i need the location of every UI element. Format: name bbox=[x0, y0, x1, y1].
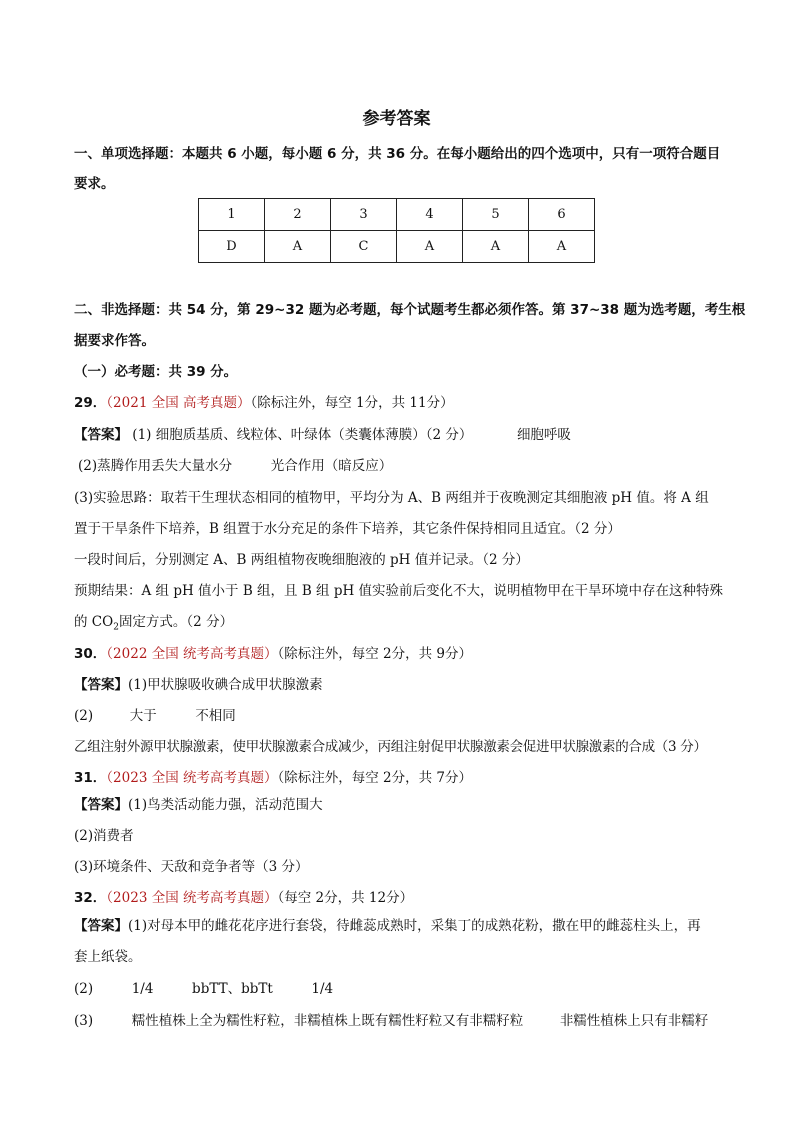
answer-text: 非糯性植株上只有非糯籽 bbox=[559, 1013, 709, 1029]
answer-text: (1)对母本甲的雌花花序进行套袋，待雌蕊成熟时，采集丁的成熟花粉，撒在甲的雌蕊柱头上，再 bbox=[128, 918, 701, 934]
answer-text: bbTT、bbTt bbox=[192, 981, 273, 997]
answer-text: 1/4 bbox=[131, 981, 154, 997]
question-score: （每空 2分，共 12分） bbox=[277, 890, 414, 906]
table-cell: 2 bbox=[265, 199, 331, 231]
question-number: 30． bbox=[74, 646, 107, 662]
question-29-answer-3b: 置于干旱条件下培养，B 组置于水分充足的条件下培养，其它条件保持相同且适宜。（2 分） bbox=[74, 521, 621, 537]
question-29-answer-3d: 预期结果：A 组 pH 值小于 B 组，且 B 组 pH 值实验前后变化不大，说明植物甲在干旱环境中存在这种特殊 bbox=[74, 583, 724, 599]
question-32-answer-1b: 套上纸袋。 bbox=[74, 949, 142, 965]
question-31-answer-1 bbox=[74, 796, 724, 814]
answer-text: 1/4 bbox=[311, 981, 334, 997]
question-29-header bbox=[74, 394, 724, 412]
answer-text: 光合作用（暗反应） bbox=[270, 458, 393, 474]
answer-text: 的 CO bbox=[74, 614, 114, 630]
section2-instruction: 二、非选择题：共 54 分，第 29~32 题为必考题，每个试题考生都必须作答。第 37~38 题为选考题，考生根 bbox=[74, 302, 746, 318]
question-source: （2023 全国 统考高考真题） bbox=[106, 770, 278, 786]
question-score: （除标注外，每空 2分，共 7分） bbox=[277, 770, 473, 786]
table-row-answers bbox=[199, 231, 595, 263]
answer-number: (3) bbox=[74, 1013, 94, 1029]
question-29-answer-3a: (3)实验思路：取若干生理状态相同的植物甲，平均分为 A、B 两组并于夜晚测定其细胞液 pH 值。将 A 组 bbox=[74, 490, 709, 506]
question-31-answer-2: (2)消费者 bbox=[74, 828, 134, 844]
question-32-answer-1a bbox=[74, 917, 724, 935]
answer-text: (1) 细胞质基质、线粒体、叶绿体（类囊体薄膜）（2 分） bbox=[132, 427, 473, 443]
table-cell: 4 bbox=[396, 199, 462, 231]
answer-text: 糯性植株上全为糯性籽粒，非糯植株上既有糯性籽粒又有非糯籽粒 bbox=[131, 1013, 524, 1029]
answer-text: 细胞呼吸 bbox=[516, 427, 571, 443]
answer-table bbox=[198, 198, 595, 263]
question-29-answer-3c: 一段时间后，分别测定 A、B 两组植物夜晚细胞液的 pH 值并记录。（2 分） bbox=[74, 552, 529, 568]
table-cell: D bbox=[199, 231, 265, 263]
table-cell: 6 bbox=[528, 199, 594, 231]
question-31-header bbox=[74, 769, 724, 787]
question-32-header bbox=[74, 889, 724, 907]
question-source: （2022 全国 统考高考真题） bbox=[106, 646, 278, 662]
table-cell: 1 bbox=[199, 199, 265, 231]
question-31-answer-3: (3)环境条件、天敌和竞争者等（3 分） bbox=[74, 859, 309, 875]
required-questions-heading: （一）必考题：共 39 分。 bbox=[74, 364, 238, 380]
question-source: （2021 全国 高考真题） bbox=[106, 395, 251, 411]
question-30-header bbox=[74, 645, 724, 663]
question-29-answer-1 bbox=[74, 426, 724, 444]
question-32-answer-3 bbox=[74, 1012, 724, 1030]
answer-label: 【答案】 bbox=[74, 677, 128, 693]
table-cell: A bbox=[396, 231, 462, 263]
answer-label: 【答案】 bbox=[74, 918, 128, 934]
subscript: 2 bbox=[113, 622, 119, 633]
answer-number: (2) bbox=[74, 981, 94, 997]
answer-text: (1)甲状腺吸收碘合成甲状腺激素 bbox=[128, 677, 323, 693]
answer-label: 【答案】 bbox=[74, 427, 128, 443]
table-row-numbers bbox=[199, 199, 595, 231]
table-cell: C bbox=[330, 231, 396, 263]
question-32-answer-2 bbox=[74, 980, 724, 998]
answer-text: 不相同 bbox=[195, 708, 236, 724]
answer-text: 固定方式。（2 分） bbox=[118, 614, 234, 630]
question-29-answer-3e bbox=[74, 613, 724, 637]
table-cell: 5 bbox=[462, 199, 528, 231]
question-30-answer-3: 乙组注射外源甲状腺激素，使甲状腺激素合成减少，丙组注射促甲状腺激素会促进甲状腺激素的合成（3 分） bbox=[74, 739, 707, 755]
question-number: 31． bbox=[74, 770, 107, 786]
question-score: （除标注外，每空 1分，共 11分） bbox=[250, 395, 454, 411]
answer-number: (2) bbox=[74, 708, 94, 724]
table-cell: A bbox=[462, 231, 528, 263]
page-title: 参考答案 bbox=[362, 109, 431, 129]
table-cell: A bbox=[265, 231, 331, 263]
section1-instruction-cont: 要求。 bbox=[74, 176, 115, 192]
question-source: （2023 全国 统考高考真题） bbox=[106, 890, 278, 906]
table-cell: 3 bbox=[330, 199, 396, 231]
question-30-answer-2 bbox=[74, 707, 724, 725]
table-cell: A bbox=[528, 231, 594, 263]
question-30-answer-1 bbox=[74, 676, 724, 694]
section2-instruction-cont: 据要求作答。 bbox=[74, 333, 155, 349]
question-number: 32． bbox=[74, 890, 107, 906]
question-29-answer-2 bbox=[74, 457, 724, 475]
section1-instruction: 一、单项选择题：本题共 6 小题，每小题 6 分，共 36 分。在每小题给出的四个选项中，只有一项符合题目 bbox=[74, 146, 721, 162]
answer-text: 大于 bbox=[129, 708, 157, 724]
answer-text: (1)鸟类活动能力强，活动范围大 bbox=[128, 797, 323, 813]
answer-label: 【答案】 bbox=[74, 797, 128, 813]
question-score: （除标注外，每空 2分，共 9分） bbox=[277, 646, 473, 662]
answer-text: (2)蒸腾作用丢失大量水分 bbox=[78, 458, 233, 474]
question-number: 29． bbox=[74, 395, 107, 411]
